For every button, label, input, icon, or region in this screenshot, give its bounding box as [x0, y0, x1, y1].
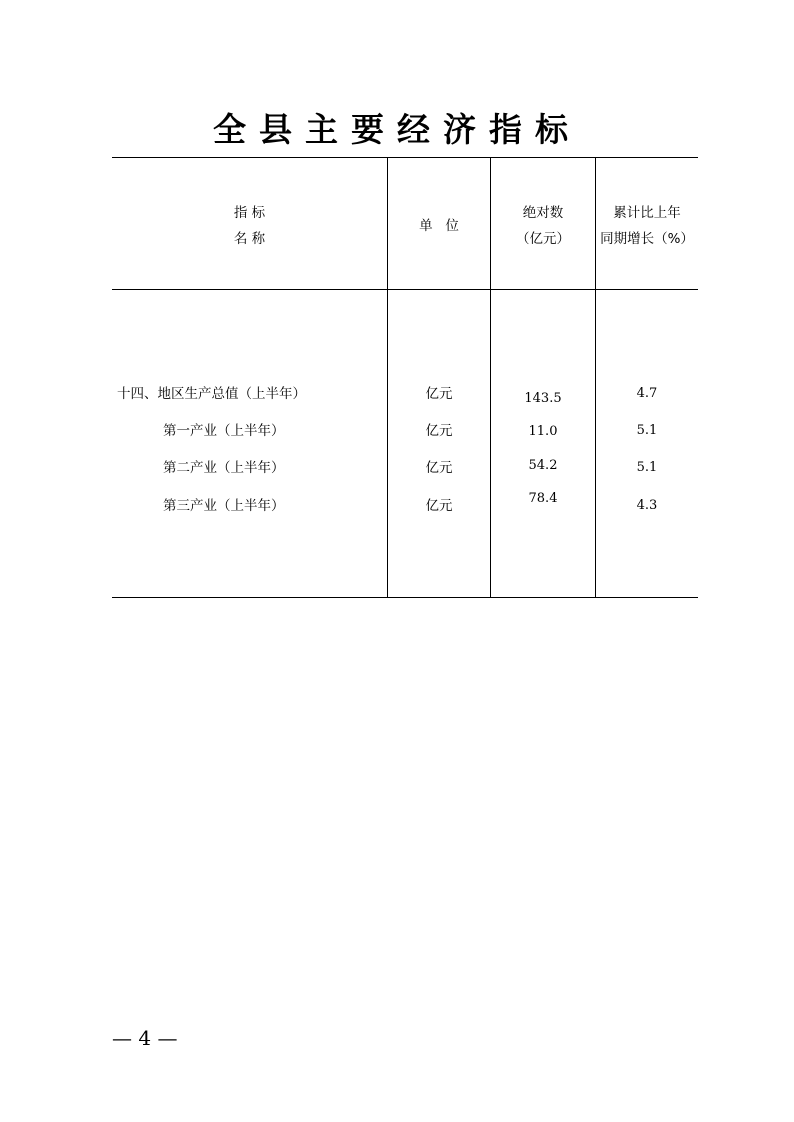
row-secondary-unit: 亿元: [425, 460, 453, 476]
row-primary-value: 11.0: [528, 424, 558, 439]
table-header-divider: [112, 289, 698, 290]
row-tertiary-unit: 亿元: [425, 498, 453, 514]
row-primary-growth: 5.1: [636, 423, 658, 438]
table-top-border: [112, 157, 698, 158]
header-abs-line1: 绝对数: [522, 205, 564, 221]
row-tertiary-name: 第三产业（上半年）: [163, 498, 285, 514]
header-absolute-value: [491, 200, 595, 252]
header-indicator-name: [112, 200, 387, 252]
row-gdp-unit: 亿元: [425, 386, 453, 402]
row-tertiary-growth: 4.3: [636, 498, 658, 513]
header-unit: [388, 213, 490, 239]
row-secondary-name: 第二产业（上半年）: [163, 460, 285, 476]
row-gdp-value: 143.5: [524, 391, 562, 406]
row-gdp-growth: 4.7: [636, 386, 658, 401]
row-gdp-name: 十四、地区生产总值（上半年）: [117, 386, 306, 402]
page-title: 全县主要经济指标: [213, 110, 581, 149]
header-growth-line1: 累计比上年: [613, 205, 681, 221]
row-primary-name: 第一产业（上半年）: [163, 423, 285, 439]
header-name-line1: 指 标: [233, 205, 266, 221]
header-growth-line2: 同期增长（%）: [600, 231, 694, 247]
row-primary-unit: 亿元: [425, 423, 453, 439]
header-name-line2: 名 称: [233, 231, 266, 247]
row-secondary-value: 54.2: [528, 458, 558, 473]
table-bottom-border: [112, 597, 698, 598]
header-abs-line2: （亿元）: [516, 231, 570, 247]
row-secondary-growth: 5.1: [636, 460, 658, 475]
header-unit-label: 单 位: [419, 218, 459, 234]
page-number: — 4 —: [112, 1026, 178, 1050]
row-tertiary-value: 78.4: [528, 491, 558, 506]
header-growth: [596, 200, 698, 252]
